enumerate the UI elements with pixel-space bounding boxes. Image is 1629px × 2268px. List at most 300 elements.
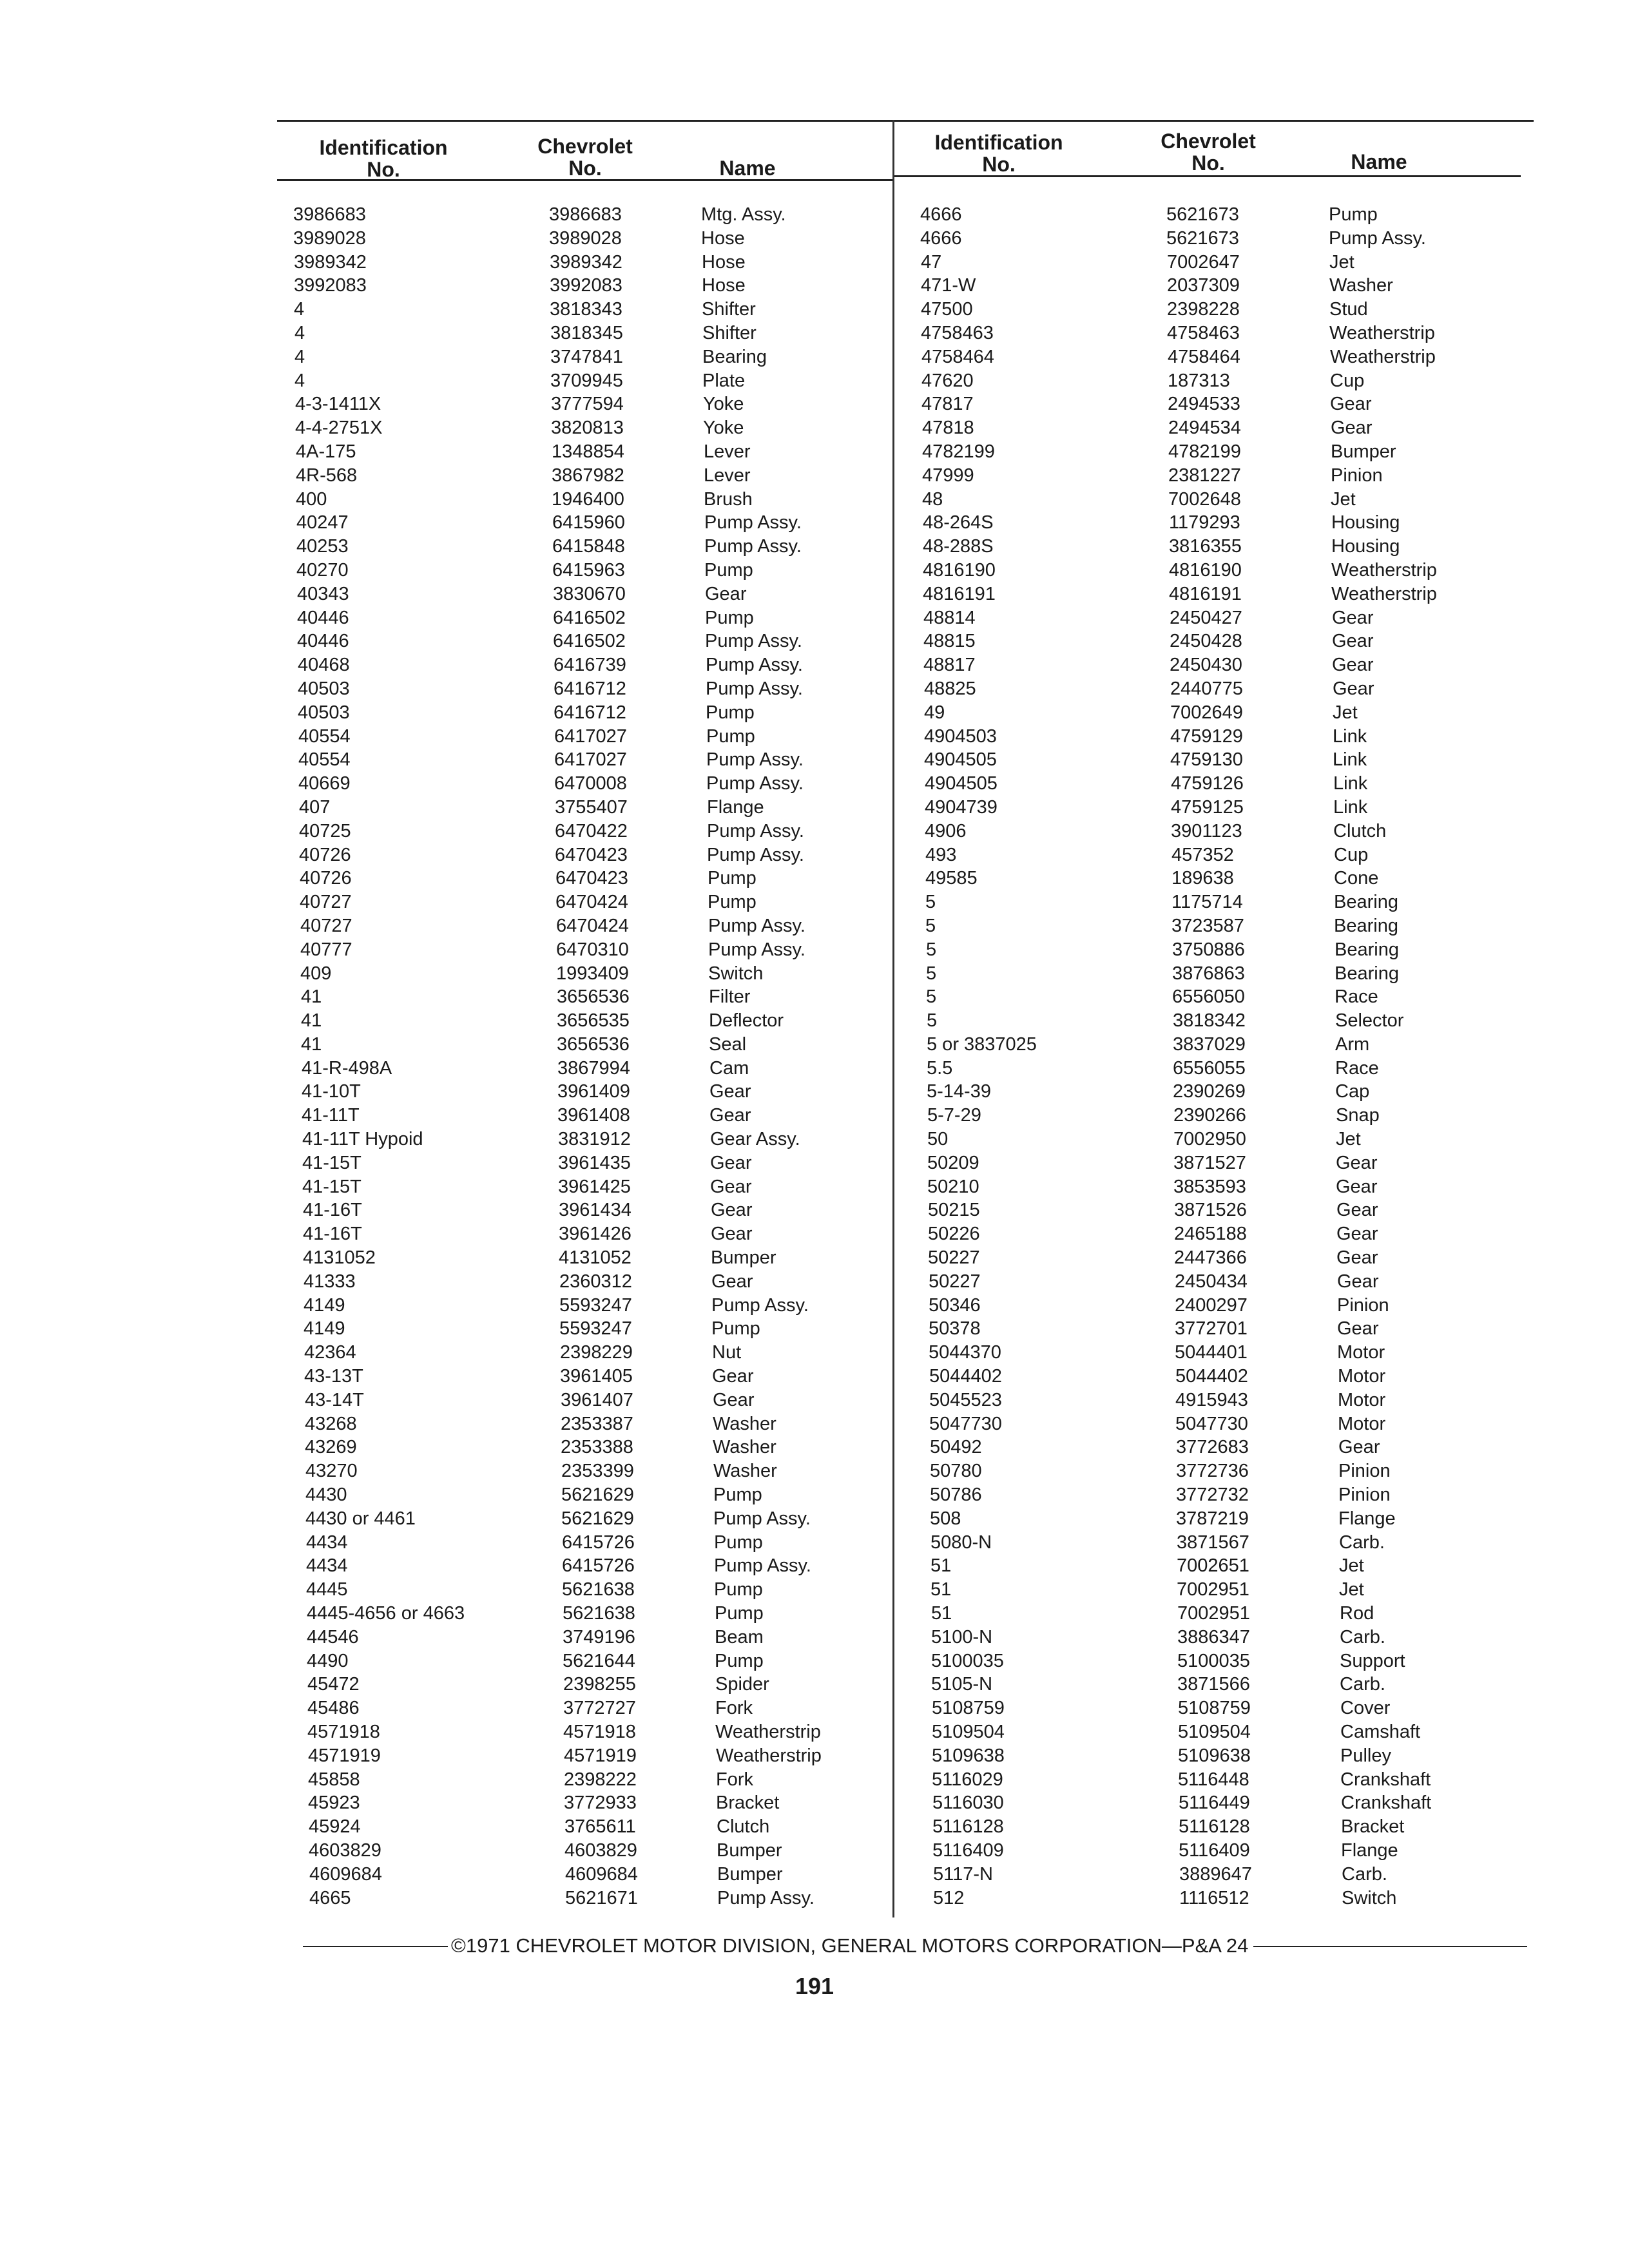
part-name-cell: Bracket — [1341, 1816, 1405, 1838]
chevrolet-no-cell: 3992083 — [550, 275, 622, 296]
part-name-cell: Gear — [712, 1366, 754, 1387]
chevrolet-no-cell: 3772933 — [564, 1792, 637, 1814]
chevrolet-no-cell: 3656536 — [557, 1033, 630, 1055]
part-name-cell: Pinion — [1337, 1294, 1389, 1316]
ident-no-cell: 4758463 — [921, 322, 994, 343]
part-name-cell: Seal — [709, 1033, 747, 1055]
ident-no-cell: 48817 — [923, 655, 976, 676]
part-name-cell: Motor — [1338, 1413, 1386, 1434]
chevrolet-no-cell: 3772736 — [1176, 1461, 1249, 1482]
ident-header-line1: Identification — [319, 136, 448, 159]
name-header: Name — [1351, 150, 1407, 173]
part-name-cell: Carb. — [1339, 1532, 1385, 1553]
part-name-cell: Link — [1333, 796, 1368, 818]
part-name-cell: Race — [1335, 986, 1378, 1008]
chevrolet-no-cell: 3961408 — [557, 1105, 630, 1126]
ident-no-cell: 407 — [299, 796, 331, 818]
ident-no-cell: 400 — [296, 488, 327, 510]
ident-no-cell: 4758464 — [921, 346, 994, 367]
chevrolet-no-cell: 6415963 — [552, 559, 625, 581]
chevrolet-no-cell: 3961426 — [559, 1224, 631, 1245]
part-name-cell: Fork — [715, 1698, 753, 1719]
chevrolet-no-cell: 3765611 — [564, 1816, 636, 1838]
ident-no-cell: 49 — [924, 702, 945, 723]
chevrolet-no-cell: 4609684 — [565, 1863, 638, 1885]
ident-no-cell: 40247 — [296, 512, 349, 533]
ident-no-cell: 4666 — [920, 204, 962, 225]
chevrolet-no-cell: 2398228 — [1167, 299, 1240, 320]
ident-no-cell: 5.5 — [927, 1057, 953, 1079]
chevrolet-no-cell: 1179293 — [1169, 512, 1240, 533]
chevrolet-no-cell: 6470424 — [556, 915, 629, 936]
ident-no-cell: 4-3-1411X — [295, 394, 381, 415]
chevrolet-no-cell: 4758464 — [1168, 346, 1240, 367]
part-name-cell: Carb. — [1340, 1674, 1385, 1695]
part-name-cell: Plate — [702, 370, 746, 391]
chevrolet-no-cell: 7002651 — [1177, 1555, 1249, 1577]
ident-no-cell: 40726 — [299, 844, 351, 865]
chevrolet-no-cell: 6415726 — [562, 1532, 635, 1553]
chevrolet-no-cell: 5621644 — [563, 1650, 635, 1671]
ident-no-cell: 41333 — [304, 1271, 356, 1292]
chevrolet-no-cell: 3871566 — [1177, 1674, 1250, 1695]
chevrolet-no-cell: 6470422 — [555, 820, 628, 841]
part-name-cell: Filter — [709, 986, 751, 1008]
left-parts-table — [277, 122, 892, 1908]
part-name-cell: Gear — [1330, 394, 1372, 415]
chevrolet-header-line1: Chevrolet — [1161, 130, 1256, 153]
ident-no-cell: 40270 — [296, 559, 349, 581]
chevrolet-no-cell: 7002649 — [1170, 702, 1243, 723]
chevrolet-no-cell: 5047730 — [1175, 1413, 1248, 1434]
chevrolet-no-cell: 4759129 — [1170, 726, 1243, 747]
ident-no-cell: 44546 — [307, 1626, 359, 1648]
chevrolet-no-cell: 2494533 — [1168, 394, 1240, 415]
chevrolet-no-cell: 3818345 — [550, 322, 623, 343]
ident-no-cell: 41 — [301, 1010, 322, 1032]
ident-no-cell: 512 — [933, 1887, 965, 1908]
chevrolet-no-cell: 5116449 — [1179, 1792, 1250, 1814]
ident-no-cell: 47500 — [921, 299, 973, 320]
ident-no-cell: 5 — [925, 915, 936, 936]
ident-no-cell: 471-W — [921, 275, 976, 296]
chevrolet-no-cell: 3709945 — [550, 370, 623, 391]
part-name-cell: Pinion — [1338, 1485, 1391, 1506]
part-name-cell: Pump Assy. — [706, 678, 803, 699]
chevrolet-no-cell: 2398222 — [564, 1769, 637, 1790]
ident-no-cell: 40726 — [300, 868, 352, 889]
chevrolet-no-cell: 5621638 — [563, 1603, 635, 1624]
chevrolet-no-cell: 3723587 — [1171, 915, 1244, 936]
ident-no-cell: 51 — [930, 1555, 952, 1577]
part-name-cell: Brush — [704, 488, 753, 510]
ident-no-cell: 5045523 — [929, 1389, 1002, 1410]
chevrolet-no-cell: 3772727 — [563, 1698, 636, 1719]
part-name-cell: Gear — [1336, 1224, 1378, 1245]
chevrolet-no-cell: 4759125 — [1171, 796, 1244, 818]
chevrolet-no-cell: 5593247 — [559, 1318, 632, 1340]
part-name-cell: Weatherstrip — [1329, 322, 1435, 343]
part-name-cell: Deflector — [709, 1010, 784, 1032]
chevrolet-no-cell: 3871527 — [1173, 1152, 1246, 1173]
part-name-cell: Lever — [704, 441, 751, 462]
ident-no-cell: 50227 — [929, 1271, 981, 1292]
chevrolet-no-cell: 3989028 — [549, 227, 622, 249]
footer-rule-left — [303, 1946, 448, 1947]
ident-no-cell: 50786 — [930, 1485, 982, 1506]
page-number: 191 — [795, 1973, 834, 1999]
copyright-footer — [303, 1933, 1527, 1959]
chevrolet-no-cell: 457352 — [1171, 844, 1234, 865]
chevrolet-no-cell: 2390266 — [1173, 1105, 1246, 1126]
chevrolet-no-cell: 4759126 — [1171, 773, 1244, 794]
ident-no-cell: 4904505 — [925, 773, 998, 794]
chevrolet-no-cell: 7002647 — [1167, 251, 1240, 273]
column-divider — [892, 120, 894, 1917]
part-name-cell: Pump — [708, 868, 757, 889]
ident-no-cell: 5044370 — [929, 1342, 1001, 1363]
part-name-cell: Arm — [1335, 1033, 1370, 1055]
ident-no-cell: 3992083 — [294, 275, 367, 296]
part-name-cell: Motor — [1337, 1342, 1385, 1363]
part-name-cell: Gear — [1338, 1437, 1380, 1458]
ident-no-cell: 5047730 — [929, 1413, 1002, 1434]
ident-no-cell: 51 — [931, 1603, 952, 1624]
ident-no-cell: 508 — [930, 1508, 961, 1529]
part-name-cell: Mtg. Assy. — [701, 204, 786, 225]
chevrolet-no-cell: 6416502 — [553, 607, 626, 628]
chevrolet-no-cell: 3830670 — [553, 583, 626, 604]
ident-no-cell: 5108759 — [932, 1698, 1005, 1719]
ident-no-cell: 4 — [294, 322, 305, 343]
part-name-cell: Clutch — [717, 1816, 770, 1838]
ident-no-cell: 47817 — [921, 394, 974, 415]
part-name-cell: Bumper — [711, 1247, 776, 1269]
ident-no-cell: 48-288S — [923, 536, 994, 557]
part-name-cell: Gear Assy. — [710, 1129, 800, 1150]
chevrolet-no-cell: 5044401 — [1175, 1342, 1248, 1363]
ident-no-cell: 48815 — [923, 631, 976, 652]
ident-header — [918, 131, 1079, 175]
part-name-cell: Selector — [1335, 1010, 1404, 1032]
ident-no-cell: 4906 — [925, 820, 967, 841]
part-name-cell: Pump Assy. — [1329, 227, 1426, 249]
part-name-cell: Pump Assy. — [714, 1555, 811, 1577]
ident-no-cell: 5116409 — [932, 1840, 1004, 1861]
part-name-cell: Washer — [713, 1413, 776, 1434]
ident-no-cell: 48-264S — [923, 512, 994, 533]
ident-no-cell: 4430 — [305, 1485, 347, 1506]
part-name-cell: Pump Assy. — [713, 1508, 811, 1529]
part-name-cell: Housing — [1331, 512, 1400, 533]
part-name-cell: Carb. — [1342, 1863, 1387, 1885]
ident-no-cell: 40727 — [300, 892, 352, 913]
part-name-cell: Gear — [710, 1152, 752, 1173]
ident-no-cell: 5080-N — [930, 1532, 992, 1553]
part-name-cell: Pump — [715, 1650, 764, 1671]
part-name-cell: Weatherstrip — [1331, 583, 1437, 604]
chevrolet-no-cell: 3820813 — [551, 418, 624, 439]
ident-no-cell: 5100035 — [931, 1650, 1004, 1671]
ident-no-cell: 5116030 — [932, 1792, 1004, 1814]
ident-no-cell: 40554 — [298, 749, 351, 771]
part-name-cell: Pump — [714, 1532, 763, 1553]
ident-no-cell: 5 — [927, 1010, 938, 1032]
part-name-cell: Washer — [713, 1437, 776, 1458]
ident-no-cell: 43-13T — [304, 1366, 363, 1387]
ident-no-cell: 4131052 — [303, 1247, 376, 1269]
ident-no-cell: 43270 — [305, 1461, 358, 1482]
chevrolet-no-cell: 3876863 — [1172, 963, 1245, 984]
part-name-cell: Hose — [702, 251, 746, 273]
chevrolet-no-cell: 3831912 — [558, 1129, 631, 1150]
chevrolet-no-cell: 4603829 — [564, 1840, 637, 1861]
ident-no-cell: 5 — [925, 892, 936, 913]
chevrolet-no-cell: 2037309 — [1167, 275, 1240, 296]
chevrolet-no-cell: 6470008 — [554, 773, 627, 794]
part-name-cell: Rod — [1340, 1603, 1374, 1624]
chevrolet-no-cell: 6417027 — [554, 749, 627, 771]
ident-no-cell: 4609684 — [309, 1863, 382, 1885]
chevrolet-no-cell: 4759130 — [1170, 749, 1243, 771]
ident-no-cell: 50378 — [929, 1318, 981, 1340]
ident-no-cell: 5044402 — [929, 1366, 1002, 1387]
ident-no-cell: 40725 — [299, 820, 351, 841]
chevrolet-no-cell: 3772683 — [1176, 1437, 1249, 1458]
part-name-cell: Pump Assy. — [706, 749, 804, 771]
part-name-cell: Hose — [702, 275, 746, 296]
ident-no-cell: 4904505 — [924, 749, 997, 771]
part-name-cell: Gear — [1336, 1152, 1378, 1173]
part-name-cell: Nut — [712, 1342, 742, 1363]
ident-no-cell: 41-15T — [302, 1152, 361, 1173]
ident-no-cell: 41 — [301, 1033, 322, 1055]
part-name-cell: Jet — [1331, 488, 1356, 510]
chevrolet-no-cell: 6556055 — [1173, 1057, 1246, 1079]
chevrolet-header-line1: Chevrolet — [537, 135, 633, 158]
ident-no-cell: 4666 — [920, 227, 962, 249]
part-name-cell: Jet — [1336, 1129, 1361, 1150]
part-name-cell: Gear — [1332, 607, 1374, 628]
chevrolet-no-cell: 3961405 — [560, 1366, 633, 1387]
part-name-cell: Switch — [708, 963, 764, 984]
part-name-cell: Gear — [1332, 631, 1374, 652]
ident-no-cell: 4434 — [306, 1532, 348, 1553]
chevrolet-no-cell: 3772701 — [1175, 1318, 1248, 1340]
chevrolet-no-cell: 4816191 — [1169, 583, 1242, 604]
copyright-text: ©1971 CHEVROLET MOTOR DIVISION, GENERAL MOTORS CORPORATION—P&A 24 — [451, 1934, 1249, 1957]
ident-no-cell: 5109638 — [932, 1745, 1005, 1766]
part-name-cell: Bracket — [716, 1792, 780, 1814]
part-name-cell: Gear — [709, 1105, 751, 1126]
part-name-cell: Bearing — [702, 346, 767, 367]
part-name-cell: Cup — [1330, 370, 1365, 391]
part-name-cell: Stud — [1329, 299, 1368, 320]
part-name-cell: Gear — [1336, 1200, 1378, 1221]
chevrolet-no-cell: 2494534 — [1168, 418, 1241, 439]
chevrolet-no-cell: 2450434 — [1175, 1271, 1248, 1292]
ident-no-cell: 5 — [926, 963, 937, 984]
chevrolet-no-cell: 6470424 — [555, 892, 628, 913]
ident-no-cell: 41-16T — [303, 1224, 362, 1245]
ident-header — [303, 137, 464, 180]
chevrolet-no-cell: 4571918 — [563, 1722, 636, 1742]
part-name-cell: Washer — [713, 1461, 777, 1482]
part-name-cell: Pump Assy. — [717, 1887, 815, 1908]
chevrolet-no-cell: 3755407 — [555, 796, 628, 818]
ident-no-cell: 50209 — [927, 1152, 979, 1173]
chevrolet-no-cell: 7002951 — [1177, 1603, 1250, 1624]
part-name-cell: Pump Assy. — [705, 631, 802, 652]
chevrolet-header — [521, 135, 650, 179]
top-rule — [277, 120, 1534, 122]
chevrolet-no-cell: 1946400 — [552, 488, 624, 510]
part-name-cell: Jet — [1339, 1579, 1364, 1600]
chevrolet-no-cell: 5621629 — [561, 1508, 634, 1529]
ident-no-cell: 40777 — [300, 939, 352, 960]
ident-no-cell: 3989028 — [293, 227, 366, 249]
part-name-cell: Crankshaft — [1341, 1792, 1432, 1814]
ident-no-cell: 493 — [925, 844, 957, 865]
ident-no-cell: 4434 — [306, 1555, 348, 1577]
ident-no-cell: 41-11T — [302, 1105, 360, 1126]
ident-no-cell: 5117-N — [933, 1863, 993, 1885]
part-name-cell: Camshaft — [1340, 1722, 1421, 1742]
part-name-cell: Pinion — [1331, 465, 1383, 486]
chevrolet-no-cell: 3901123 — [1171, 820, 1242, 841]
part-name-cell: Bumper — [717, 1863, 783, 1885]
ident-no-cell: 3989342 — [294, 251, 367, 273]
ident-no-cell: 50492 — [930, 1437, 982, 1458]
ident-no-cell: 45472 — [307, 1674, 360, 1695]
chevrolet-no-cell: 2390269 — [1173, 1081, 1246, 1102]
chevrolet-no-cell: 2440775 — [1170, 678, 1243, 699]
part-name-cell: Race — [1335, 1057, 1379, 1079]
ident-no-cell: 50780 — [930, 1461, 982, 1482]
chevrolet-no-cell: 5621673 — [1166, 204, 1239, 225]
part-name-cell: Crankshaft — [1340, 1769, 1431, 1790]
chevrolet-no-cell: 3871567 — [1177, 1532, 1249, 1553]
chevrolet-no-cell: 7002648 — [1168, 488, 1241, 510]
ident-no-cell: 4571919 — [308, 1745, 381, 1766]
chevrolet-no-cell: 3961434 — [559, 1200, 631, 1221]
part-name-cell: Bearing — [1335, 939, 1399, 960]
chevrolet-no-cell: 5593247 — [559, 1294, 632, 1316]
chevrolet-no-cell: 4758463 — [1167, 322, 1240, 343]
ident-no-cell: 51 — [930, 1579, 952, 1600]
part-name-cell: Gear — [705, 583, 747, 604]
part-name-cell: Link — [1333, 773, 1368, 794]
chevrolet-no-cell: 3867994 — [557, 1057, 630, 1079]
ident-no-cell: 4603829 — [309, 1840, 381, 1861]
chevrolet-no-cell: 2400297 — [1175, 1294, 1248, 1316]
part-name-cell: Jet — [1333, 702, 1358, 723]
part-name-cell: Bearing — [1334, 892, 1398, 913]
part-name-cell: Weatherstrip — [715, 1722, 821, 1742]
part-name-cell: Pump — [705, 607, 754, 628]
ident-no-cell: 4571918 — [307, 1722, 380, 1742]
ident-no-cell: 42364 — [304, 1342, 356, 1363]
part-name-cell: Shifter — [702, 299, 756, 320]
ident-no-cell: 4665 — [309, 1887, 351, 1908]
part-name-cell: Gear — [711, 1200, 753, 1221]
ident-no-cell: 50 — [927, 1129, 949, 1150]
part-name-cell: Pump — [711, 1318, 760, 1340]
chevrolet-no-cell: 3871526 — [1174, 1200, 1247, 1221]
ident-header-line1: Identification — [934, 131, 1063, 154]
part-name-cell: Spider — [715, 1674, 769, 1695]
ident-no-cell: 41-16T — [303, 1200, 362, 1221]
part-name-cell: Cone — [1334, 868, 1379, 889]
chevrolet-no-cell: 4782199 — [1168, 441, 1241, 462]
ident-no-cell: 5-7-29 — [927, 1105, 981, 1126]
right-table-header — [896, 122, 1534, 180]
chevrolet-no-cell: 2450430 — [1170, 655, 1242, 676]
chevrolet-no-cell: 6416502 — [553, 631, 626, 652]
chevrolet-no-cell: 3656535 — [557, 1010, 630, 1032]
chevrolet-no-cell: 5116409 — [1179, 1840, 1250, 1861]
chevrolet-no-cell: 6415960 — [552, 512, 625, 533]
chevrolet-no-cell: 3816355 — [1169, 536, 1242, 557]
part-name-cell: Beam — [715, 1626, 764, 1648]
chevrolet-no-cell: 3889647 — [1179, 1863, 1252, 1885]
part-name-cell: Pump — [708, 892, 757, 913]
chevrolet-no-cell: 6470310 — [556, 939, 629, 960]
chevrolet-no-cell: 2381227 — [1168, 465, 1241, 486]
ident-no-cell: 50226 — [928, 1224, 980, 1245]
chevrolet-no-cell: 5116448 — [1178, 1769, 1249, 1790]
chevrolet-no-cell: 3986683 — [549, 204, 622, 225]
part-name-cell: Pump Assy. — [707, 820, 804, 841]
footer-rule-right — [1253, 1946, 1527, 1947]
part-name-cell: Pump — [714, 1579, 763, 1600]
part-name-cell: Pump — [706, 702, 755, 723]
chevrolet-no-cell: 6416712 — [554, 678, 626, 699]
part-name-cell: Jet — [1329, 251, 1354, 273]
ident-no-cell: 43269 — [305, 1437, 357, 1458]
ident-no-cell: 4 — [294, 346, 305, 367]
chevrolet-no-cell: 3961435 — [558, 1152, 631, 1173]
part-name-cell: Pump Assy. — [704, 512, 802, 533]
chevrolet-no-cell: 2465188 — [1174, 1224, 1247, 1245]
part-name-cell: Housing — [1331, 536, 1400, 557]
part-name-cell: Gear — [1331, 418, 1373, 439]
right-parts-table — [896, 122, 1534, 1908]
part-name-cell: Pump — [715, 1603, 764, 1624]
part-name-cell: Gear — [1337, 1271, 1379, 1292]
part-name-cell: Clutch — [1333, 820, 1387, 841]
chevrolet-no-cell: 3961407 — [561, 1389, 633, 1410]
chevrolet-no-cell: 6415726 — [562, 1555, 635, 1577]
chevrolet-no-cell: 2398229 — [560, 1342, 633, 1363]
part-name-cell: Pump — [1329, 204, 1378, 225]
chevrolet-no-cell: 3961425 — [558, 1176, 631, 1197]
ident-no-cell: 4816190 — [923, 559, 996, 581]
chevrolet-no-cell: 5116128 — [1179, 1816, 1250, 1838]
chevrolet-no-cell: 3656536 — [557, 986, 630, 1008]
part-name-cell: Bumper — [1331, 441, 1396, 462]
chevrolet-no-cell: 2353399 — [561, 1461, 634, 1482]
part-name-cell: Switch — [1342, 1887, 1397, 1908]
chevrolet-no-cell: 6470423 — [555, 844, 628, 865]
ident-no-cell: 4904503 — [924, 726, 997, 747]
part-name-cell: Fork — [716, 1769, 753, 1790]
ident-no-cell: 40446 — [297, 607, 349, 628]
ident-no-cell: 5109504 — [932, 1722, 1005, 1742]
part-name-cell: Yoke — [703, 418, 744, 439]
part-name-cell: Pump — [704, 559, 753, 581]
chevrolet-no-cell: 5621671 — [565, 1887, 638, 1908]
